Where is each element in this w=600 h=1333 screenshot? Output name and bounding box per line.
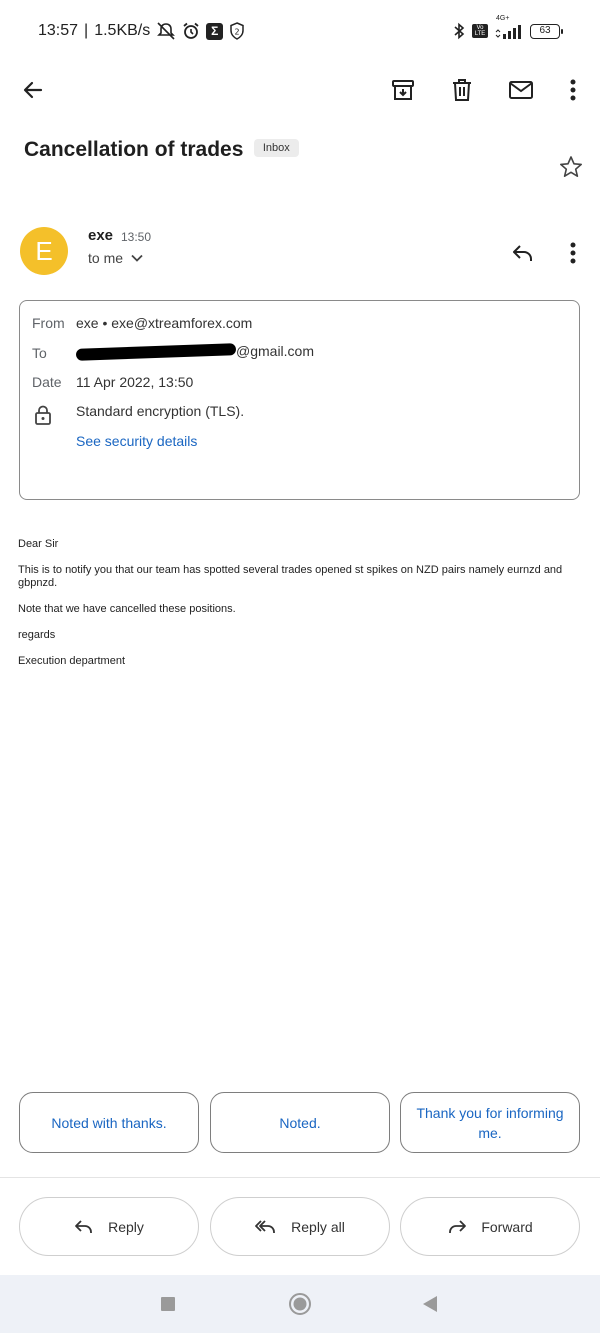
archive-button[interactable] (385, 72, 421, 108)
reply-icon (74, 1219, 94, 1235)
mark-unread-button[interactable] (503, 72, 539, 108)
reply-icon (511, 243, 535, 263)
svg-text:2: 2 (234, 27, 240, 37)
forward-icon (447, 1219, 467, 1235)
date-label: Date (32, 374, 62, 390)
status-bar (0, 0, 600, 64)
forward-button[interactable] (400, 1197, 580, 1256)
status-time: 13:57 (38, 22, 79, 39)
back-button[interactable] (15, 72, 51, 108)
to-value (76, 343, 314, 359)
reply-all-label: Reply all (291, 1218, 345, 1235)
subject-row (24, 138, 584, 162)
from-label: From (32, 315, 65, 331)
recents-button[interactable] (156, 1292, 180, 1316)
encryption-info: Standard encryption (TLS). (76, 403, 245, 419)
system-nav-bar (0, 1275, 600, 1333)
security-details-link[interactable]: See security details (76, 433, 198, 449)
reply-all-button[interactable] (210, 1197, 390, 1256)
email-subject: Cancellation of trades (24, 138, 244, 161)
body-paragraph: Dear Sir (18, 538, 59, 550)
bluetooth-icon (452, 22, 466, 40)
forward-label: Forward (481, 1218, 533, 1235)
email-body (18, 538, 578, 681)
smart-reply-chip[interactable]: Noted. (210, 1092, 390, 1153)
message-more-button[interactable] (556, 236, 590, 270)
archive-icon (391, 78, 415, 102)
chevron-down-icon (131, 254, 143, 262)
square-icon (160, 1296, 176, 1312)
arrow-left-icon (21, 78, 45, 102)
trash-icon (450, 78, 474, 102)
to-value-visible: @gmail.com (236, 343, 315, 359)
back-nav-button[interactable] (418, 1292, 442, 1316)
reply-label: Reply (108, 1218, 144, 1235)
divider (0, 1177, 600, 1178)
delete-button[interactable] (444, 72, 480, 108)
home-button[interactable] (288, 1292, 312, 1316)
inbox-label[interactable]: Inbox (254, 139, 299, 157)
reply-icon-button[interactable] (506, 236, 540, 270)
network-speed: 1.5KB/s (94, 22, 151, 39)
mail-icon (508, 78, 534, 102)
message-details-panel (19, 300, 580, 500)
battery-icon: 63 (530, 24, 560, 39)
status-left: 13:57 | 1.5KB/s Σ 2 (38, 22, 245, 40)
status-right (452, 15, 560, 40)
more-vertical-icon (570, 79, 576, 101)
body-paragraph: Execution department (18, 655, 126, 667)
more-vertical-icon (570, 242, 576, 264)
triangle-back-icon (422, 1295, 438, 1313)
to-me-label: to me (88, 250, 124, 266)
star-icon (559, 155, 583, 179)
sent-time: 13:50 (121, 230, 152, 244)
body-paragraph: regards (18, 629, 56, 641)
signal-icon (494, 15, 524, 39)
lock-icon (34, 405, 52, 425)
sigma-app-icon: Σ (206, 23, 223, 40)
reply-all-icon (255, 1219, 277, 1235)
circle-icon (288, 1292, 312, 1316)
smart-reply-chip[interactable]: Thank you for informing me. (400, 1092, 580, 1153)
more-options-button[interactable] (555, 72, 591, 108)
recipient-toggle[interactable] (88, 250, 143, 266)
network-type: 4G+ (496, 15, 510, 22)
star-button[interactable] (556, 152, 586, 182)
from-value: exe • exe@xtreamforex.com (76, 315, 253, 331)
body-paragraph: This is to notify you that our team has spotted several trades opened st spikes on NZD pairs namely eurnzd and gbpnzd. (18, 564, 563, 589)
toolbar (0, 64, 600, 116)
sender-avatar[interactable]: E (20, 227, 68, 275)
volte-icon: Vo LTE (472, 24, 488, 38)
date-value: 11 Apr 2022, 13:50 (76, 374, 194, 390)
sender-name: exe (88, 227, 114, 244)
shield-badge-icon (229, 22, 245, 40)
mute-notifications-icon (156, 22, 176, 40)
smart-reply-chip[interactable]: Noted with thanks. (19, 1092, 199, 1153)
to-label: To (32, 345, 47, 361)
redaction-mark (76, 344, 236, 362)
alarm-icon (182, 22, 200, 40)
reply-button[interactable] (19, 1197, 199, 1256)
body-paragraph: Note that we have cancelled these positions. (18, 603, 236, 615)
